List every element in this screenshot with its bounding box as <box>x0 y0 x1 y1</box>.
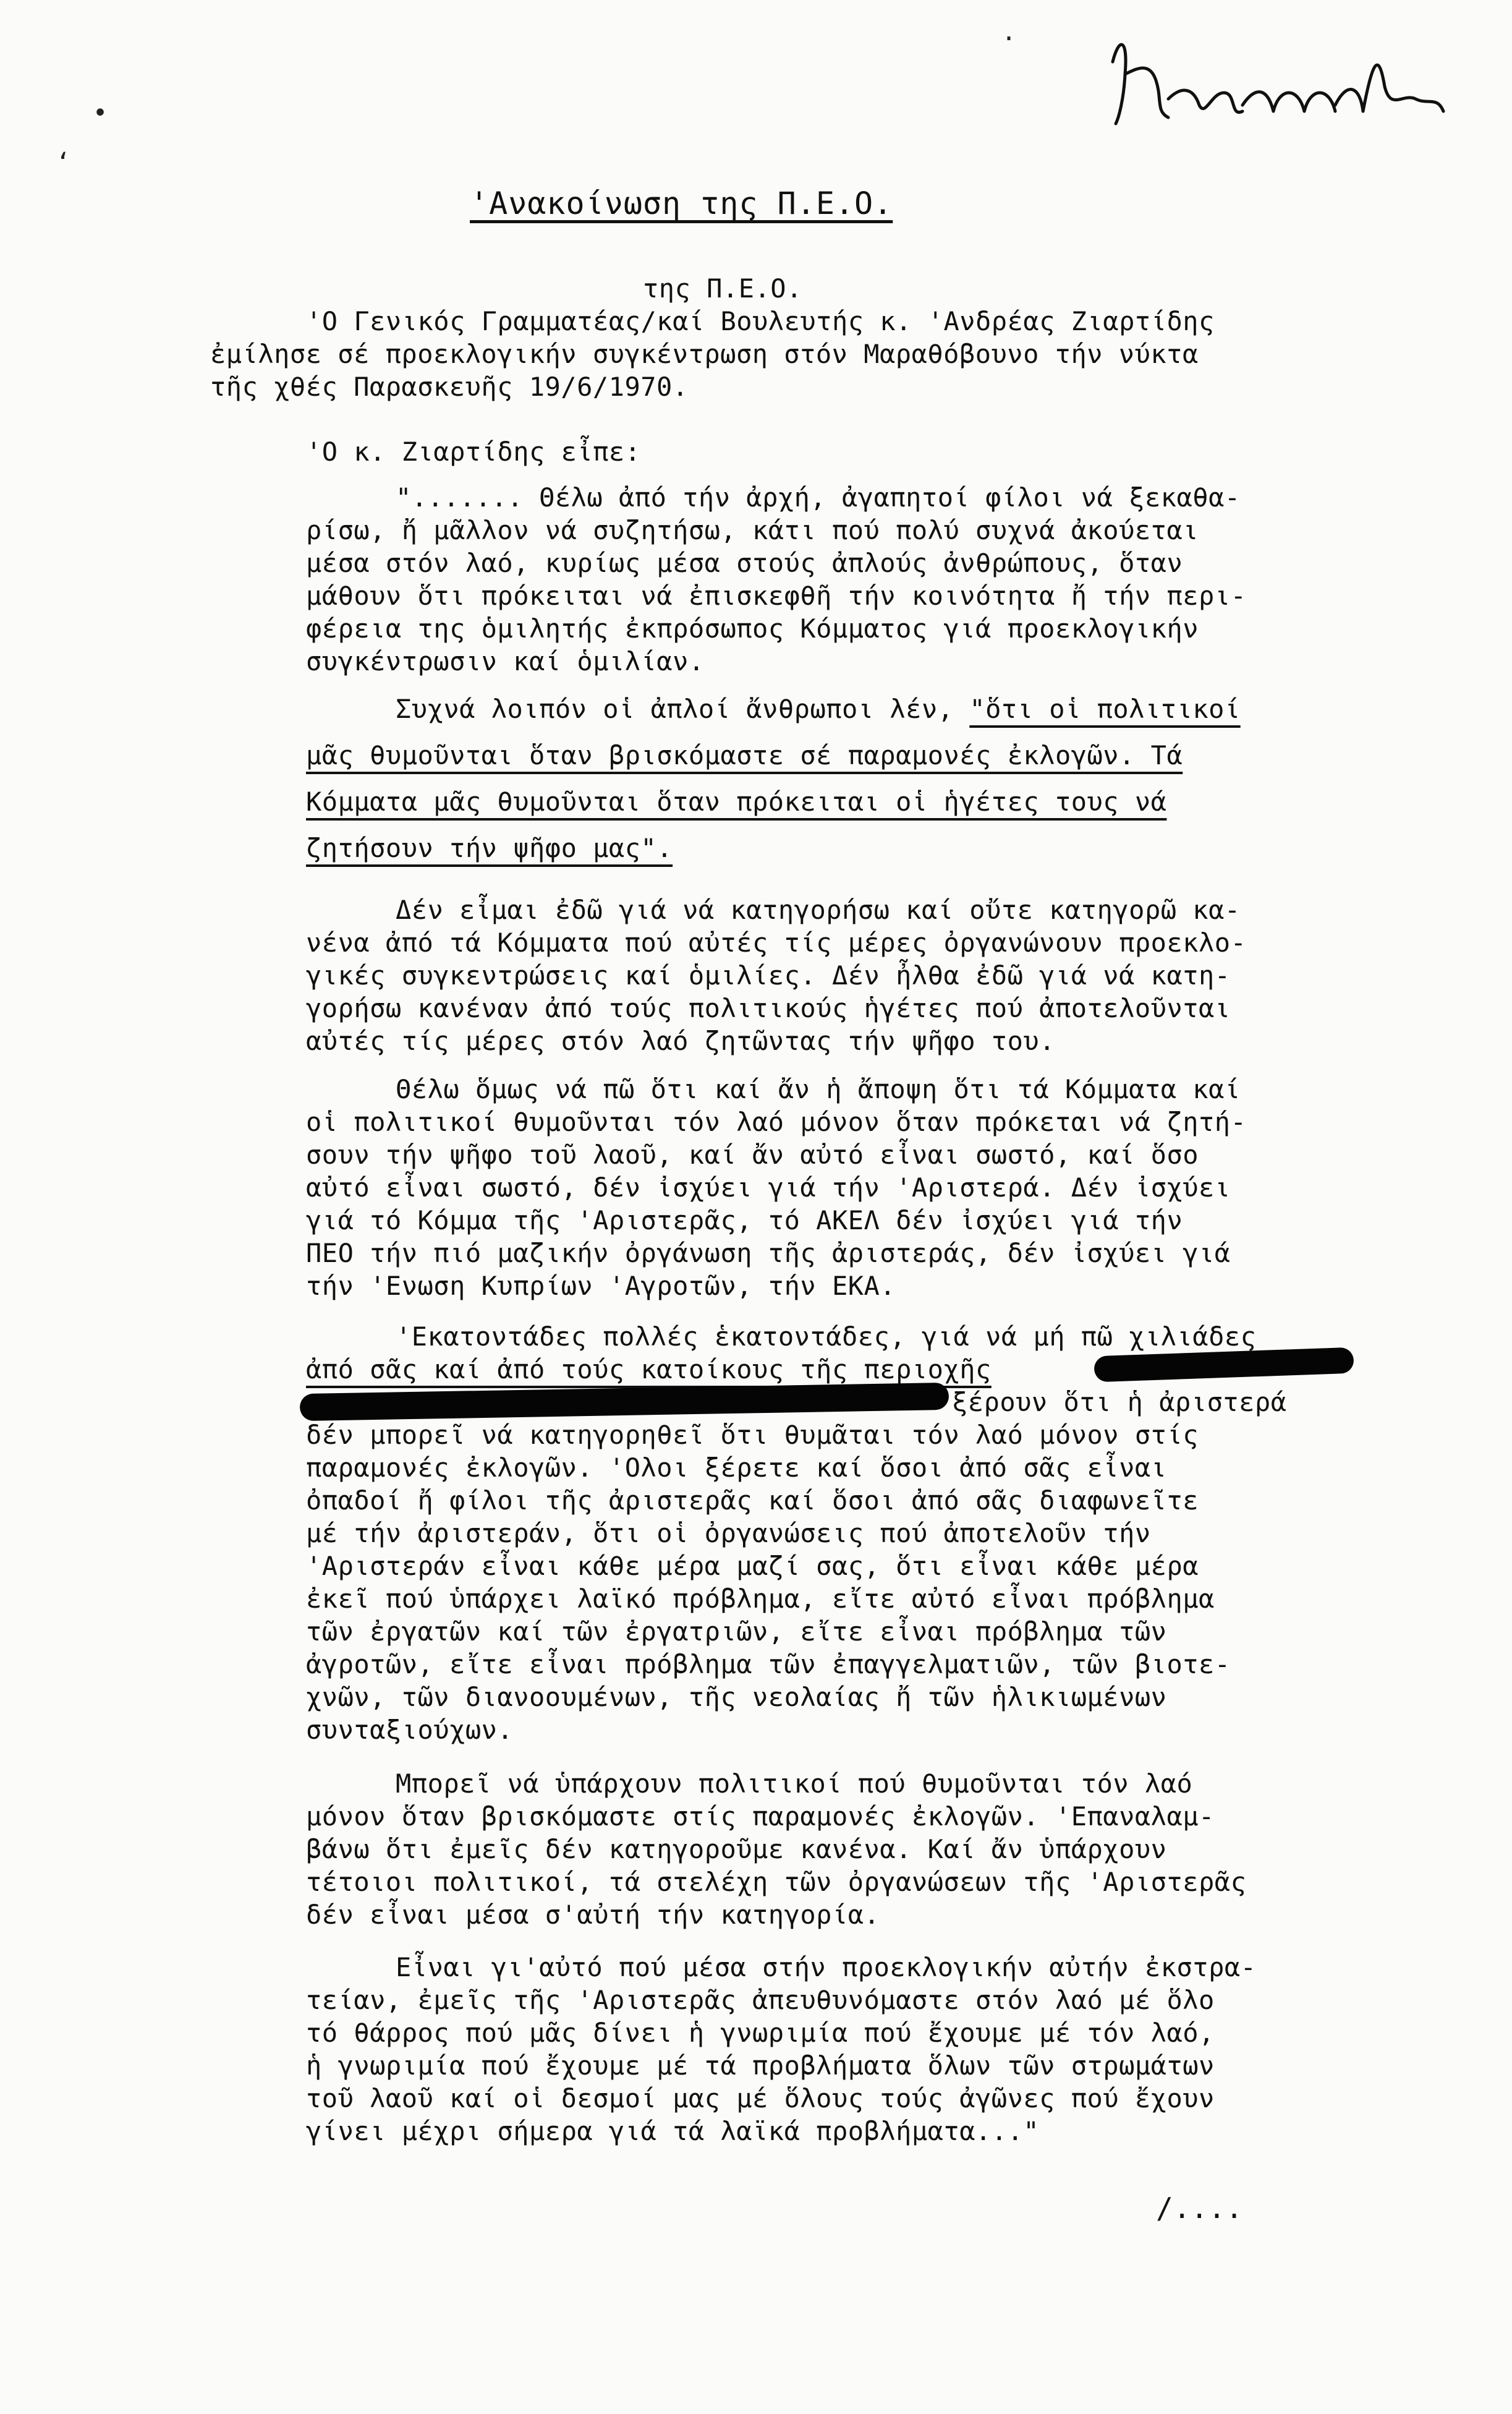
paragraph-line: παραμονές ἐκλογῶν. 'Ολοι ξέρετε καί ὅσοι ἀπό σᾶς εἶναι <box>306 1452 1167 1483</box>
paragraph-line: γιά τό Κόμμα τῆς 'Αριστερᾶς, τό ΑΚΕΛ δέν ἰσχύει γιά τήν <box>306 1205 1183 1235</box>
paragraph-line: τό θάρρος πού μᾶς δίνει ἡ γνωριμία πού ἔχουμε μέ τόν λαό, <box>306 2018 1215 2048</box>
paragraph-line: τοῦ λαοῦ καί οἱ δεσμοί μας μέ ὅλους τούς ἀγῶνες πού ἔχουν <box>306 2083 1215 2113</box>
paragraph-line: 'Αριστεράν εἶναι κάθε μέρα μαζί σας, ὅτι εἶναι κάθε μέρα <box>306 1551 1199 1581</box>
paragraph-line: φέρεια της ὁμιλητής ἐκπρόσωπος Κόμματος γιά προεκλογικήν <box>306 613 1199 644</box>
paragraph-line: Εἶναι γι'αὐτό πού μέσα στήν προεκλογικήν αὐτήν ἐκστρα- <box>396 1952 1257 1982</box>
underlined-quote: μᾶς θυμοῦνται ὅταν βρισκόμαστε σέ παραμονές ἐκλογῶν. Τά <box>306 740 1183 770</box>
paragraph-line: γίνει μέχρι σήμερα γιά τά λαϊκά προβλήματα..." <box>306 2116 1040 2146</box>
paragraph-line: χνῶν, τῶν διανοουμένων, τῆς νεολαίας ἤ τῶν ἡλικιωμένων <box>306 1682 1167 1712</box>
paragraph-line: ἀπό σᾶς καί ἀπό τούς κατοίκους τῆς περιοχῆς <box>306 1354 992 1384</box>
paragraph-line: δέν μπορεῖ νά κατηγορηθεῖ ὅτι θυμᾶται τόν λαό μόνον στίς <box>306 1420 1199 1450</box>
paragraph-line: μάθουν ὅτι πρόκειται νά ἐπισκεφθῆ τήν κοινότητα ἤ τήν περι- <box>306 581 1247 611</box>
paragraph-line: βάνω ὅτι ἐμεῖς δέν κατηγοροῦμε κανένα. Καί ἄν ὑπάρχουν <box>306 1834 1167 1864</box>
stray-mark: • <box>93 99 108 127</box>
intro-line: της Π.Ε.Ο. <box>643 273 802 304</box>
paragraph-line: τέτοιοι πολιτικοί, τά στελέχη τῶν ὀργανώσεων τῆς 'Αριστερᾶς <box>306 1867 1247 1897</box>
paragraph-line: μέσα στόν λαό, κυρίως μέσα στούς ἀπλούς ἀνθρώπους, ὅταν <box>306 548 1183 578</box>
intro-line: 'Ο Γενικός Γραμματέας/καί Βουλευτής κ. 'Ανδρέας Ζιαρτίδης <box>306 306 1215 336</box>
paragraph-line: γικές συγκεντρώσεις καί ὁμιλίες. Δέν ἦλθα ἐδῶ γιά νά κατη- <box>306 960 1231 991</box>
stray-mark: · <box>1001 25 1017 53</box>
paragraph-line <box>306 832 673 864</box>
handwritten-signature <box>1100 25 1446 136</box>
paragraph-line: ξέρουν ὅτι ἡ ἀριστερά <box>952 1387 1287 1417</box>
underlined-quote: "ὅτι οἱ πολιτικοί <box>969 694 1241 724</box>
paragraph-line: σουν τήν ψῆφο τοῦ λαοῦ, καί ἄν αὐτό εἶναι σωστό, καί ὅσο <box>306 1140 1199 1170</box>
paragraph-line: αὐτό εἶναι σωστό, δέν ἰσχύει γιά τήν 'Αριστερά. Δέν ἰσχύει <box>306 1172 1231 1203</box>
speaker-line: 'Ο κ. Ζιαρτίδης εἶπε: <box>306 437 641 467</box>
paragraph-line: ΠΕΟ τήν πιό μαζικήν ὀργάνωση τῆς ἀριστεράς, δέν ἰσχύει γιά <box>306 1238 1231 1268</box>
paragraph-line: αὐτές τίς μέρες στόν λαό ζητῶντας τήν ψῆφο του. <box>306 1026 1055 1056</box>
paragraph-line: ὀπαδοί ἤ φίλοι τῆς ἀριστερᾶς καί ὅσοι ἀπό σᾶς διαφωνεῖτε <box>306 1485 1199 1516</box>
intro-line: ἐμίλησε σέ προεκλογικήν συγκέντρωση στόν Μαραθόβουνο τήν νύκτα <box>210 339 1199 369</box>
paragraph-line: δέν εἶναι μέσα σ'αὐτή τήν κατηγορία. <box>306 1900 880 1930</box>
document-title: 'Ανακοίνωση της Π.Ε.Ο. <box>470 186 893 221</box>
underlined-quote: ζητήσουν τήν ψῆφο μας". <box>306 833 673 863</box>
paragraph-line: Δέν εἶμαι ἐδῶ γιά νά κατηγορήσω καί οὔτε κατηγορῶ κα- <box>396 895 1241 925</box>
paragraph-text: Συχνά λοιπόν οἱ ἀπλοί ἄνθρωποι λέν, <box>396 694 970 724</box>
paragraph-line: νένα ἀπό τά Κόμματα πού αὐτές τίς μέρες ὀργανώνουν προεκλο- <box>306 928 1247 958</box>
intro-line: τῆς χθές Παρασκευῆς 19/6/1970. <box>210 372 689 402</box>
redaction-mark <box>300 1383 949 1421</box>
paragraph-line: τῶν ἐργατῶν καί τῶν ἐργατριῶν, εἴτε εἶναι πρόβλημα τῶν <box>306 1616 1167 1647</box>
paragraph-line: ἐκεῖ πού ὑπάρχει λαϊκό πρόβλημα, εἴτε αὐτό εἶναι πρόβλημα <box>306 1584 1215 1614</box>
paragraph-line: "....... Θέλω ἀπό τήν ἀρχή, ἀγαπητοί φίλοι νά ξεκαθα- <box>396 482 1241 513</box>
continuation-marker: /.... <box>1156 2191 1243 2225</box>
paragraph-line: ἡ γνωριμία πού ἔχουμε μέ τά προβλήματα ὅλων τῶν στρωμάτων <box>306 2050 1215 2081</box>
paragraph-line: μόνον ὅταν βρισκόμαστε στίς παραμονές ἐκλογῶν. 'Επαναλαμ- <box>306 1801 1215 1832</box>
paragraph-line: συνταξιούχων. <box>306 1715 514 1745</box>
paragraph-line: 'Εκατοντάδες πολλές ἑκατοντάδες, γιά νά μή πῶ χιλιάδες <box>396 1321 1257 1352</box>
paragraph-line: μέ τήν ἀριστεράν, ὅτι οἱ ὀργανώσεις πού ἀποτελοῦν τήν <box>306 1518 1151 1548</box>
paragraph-line: Θέλω ὅμως νά πῶ ὅτι καί ἄν ἡ ἄποψη ὅτι τά Κόμματα καί <box>396 1074 1241 1104</box>
paragraph-line: τήν 'Ενωση Κυπρίων 'Αγροτῶν, τήν ΕΚΑ. <box>306 1271 896 1301</box>
paragraph-line: τείαν, ἐμεῖς τῆς 'Αριστερᾶς ἀπευθυνόμαστε στόν λαό μέ ὅλο <box>306 1985 1215 2015</box>
underlined-quote: Κόμματα μᾶς θυμοῦνται ὅταν πρόκειται οἱ ἡγέτες τους νά <box>306 787 1167 817</box>
paragraph-line <box>396 693 1241 725</box>
paragraph-line: ἀγροτῶν, εἴτε εἶναι πρόβλημα τῶν ἐπαγγελματιῶν, τῶν βιοτε- <box>306 1649 1231 1679</box>
paragraph-line: Μπορεῖ νά ὑπάρχουν πολιτικοί πού θυμοῦνται τόν λαό <box>396 1768 1193 1799</box>
paragraph-line: γορήσω κανέναν ἀπό τούς πολιτικούς ἡγέτες πού ἀποτελοῦνται <box>306 993 1231 1023</box>
paragraph-line: ρίσω, ἤ μᾶλλον νά συζητήσω, κάτι πού πολύ συχνά ἀκούεται <box>306 515 1199 545</box>
paragraph-line: συγκέντρωσιν καί ὁμιλίαν. <box>306 646 705 676</box>
paragraph-line: οἱ πολιτικοί θυμοῦνται τόν λαό μόνον ὅταν πρόκεται νά ζητή- <box>306 1107 1247 1137</box>
stray-mark: ‘ <box>56 148 71 177</box>
